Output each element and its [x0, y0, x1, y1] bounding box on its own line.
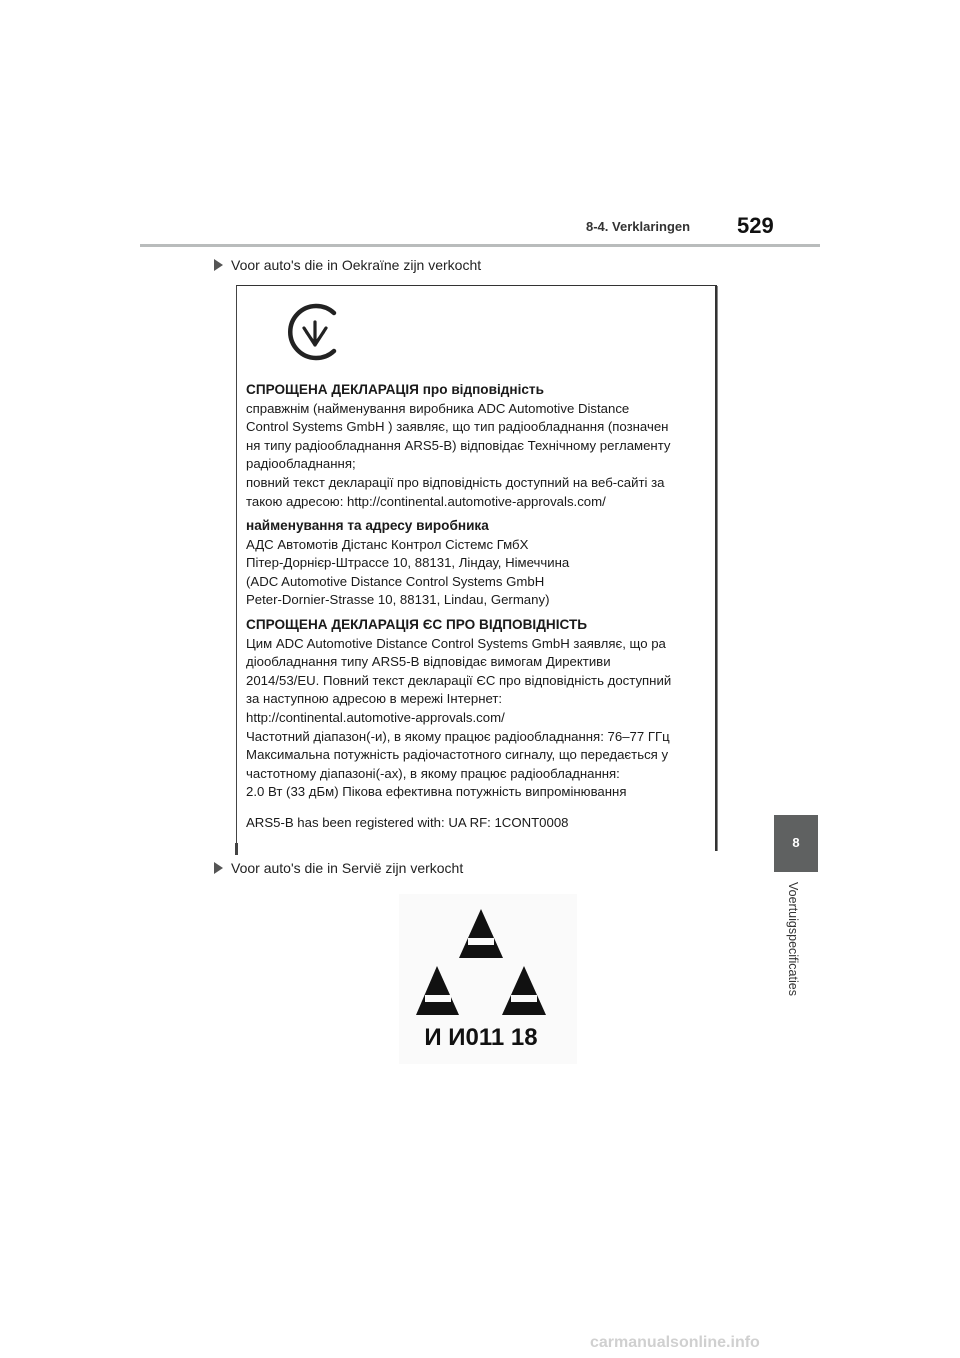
manufacturer-line: Пітер-Дорнієр-Штрассе 10, 88131, Ліндау, Німеччина [246, 555, 570, 571]
registration-line: ARS5-B has been registered with: UA RF: 1CONT0008 [246, 815, 569, 830]
eu-line: за наступною адресою в мережі Інтернет: [246, 691, 503, 707]
page-number: 529 [737, 213, 774, 238]
scan-edge [717, 286, 718, 851]
declaration-line: повний текст декларації про відповідність доступний на веб-сайті за [246, 474, 665, 490]
eu-line: діообладнання типу ARS5-B відповідає вимогам Директиви [246, 654, 611, 670]
declaration-line: такою адресою: http://continental.automotive-approvals.com/ [246, 493, 606, 509]
manufacturer-block [246, 517, 569, 610]
eu-line: частотному діапазоні(-ах), в якому працює радіообладнання: [246, 765, 620, 781]
triangle-bullet-icon [214, 862, 223, 874]
manufacturer-line: АДС Автомотів Дістанс Контрол Сістемс ГмбХ [246, 536, 529, 552]
section-title: 8-4. Verklaringen [586, 219, 691, 234]
declaration-block-1 [246, 381, 671, 511]
serbia-mark-code: И И011 18 [424, 1024, 538, 1051]
eu-line: http://continental.automotive-approvals.com/ [246, 709, 505, 725]
bullet-serbia [214, 860, 463, 876]
bullet-ukraine-text: Voor auto's die in Oekraïne zijn verkocht [231, 257, 482, 273]
ukraine-declaration-scan [236, 285, 717, 851]
manufacturer-line: (ADC Automotive Distance Control Systems GmbH [246, 573, 545, 589]
eu-line: Цим ADC Automotive Distance Control Systems GmbH заявляє, що ра [246, 635, 666, 651]
manufacturer-line: Peter-Dornier-Strasse 10, 88131, Lindau, Germany) [246, 592, 550, 608]
manufacturer-heading: найменування та адресу виробника [246, 518, 489, 533]
chapter-tab [774, 815, 818, 872]
eu-declaration-heading: СПРОЩЕНА ДЕКЛАРАЦІЯ ЄС ПРО ВІДПОВІДНІСТЬ [246, 617, 588, 632]
triangle-bullet-icon [214, 259, 223, 271]
eu-line: Частотний діапазон(-и), в якому працює радіообладнання: 76–77 ГГц [246, 728, 670, 744]
scan-tick [235, 843, 238, 855]
watermark: carmanualsonline.info [590, 1334, 760, 1351]
eu-declaration-block [246, 616, 671, 802]
chapter-tab-label: Voertuigspecificaties [786, 882, 800, 996]
declaration-line: радіообладнання; [246, 456, 356, 472]
chapter-tab-number: 8 [792, 835, 800, 850]
declaration-heading-1: СПРОЩЕНА ДЕКЛАРАЦІЯ про відповідність [246, 382, 544, 397]
eu-line: Максимальна потужність радіочастотного сигналу, що передається у [246, 747, 669, 763]
serbia-triangle-mark-icon [399, 894, 577, 1064]
eu-line: 2014/53/EU. Повний текст декларації ЄС про відповідність доступний [246, 672, 672, 688]
declaration-line: Control Systems GmbH ) заявляє, що тип радіообладнання (позначен [246, 419, 669, 435]
declaration-line: ня типу радіообладнання ARS5-B) відповідає Технічному регламенту [246, 437, 671, 453]
declaration-line: справжнім (найменування виробника ADC Automotive Distance [246, 400, 630, 416]
ukraine-conformity-mark-icon [284, 301, 346, 363]
eu-line: 2.0 Вт (33 дБм) Пікова ефективна потужність випромінювання [246, 784, 627, 800]
serbia-conformity-mark [399, 894, 577, 1064]
bullet-ukraine [214, 257, 481, 273]
header-rule [140, 244, 820, 247]
bullet-serbia-text: Voor auto's die in Servië zijn verkocht [231, 860, 464, 876]
